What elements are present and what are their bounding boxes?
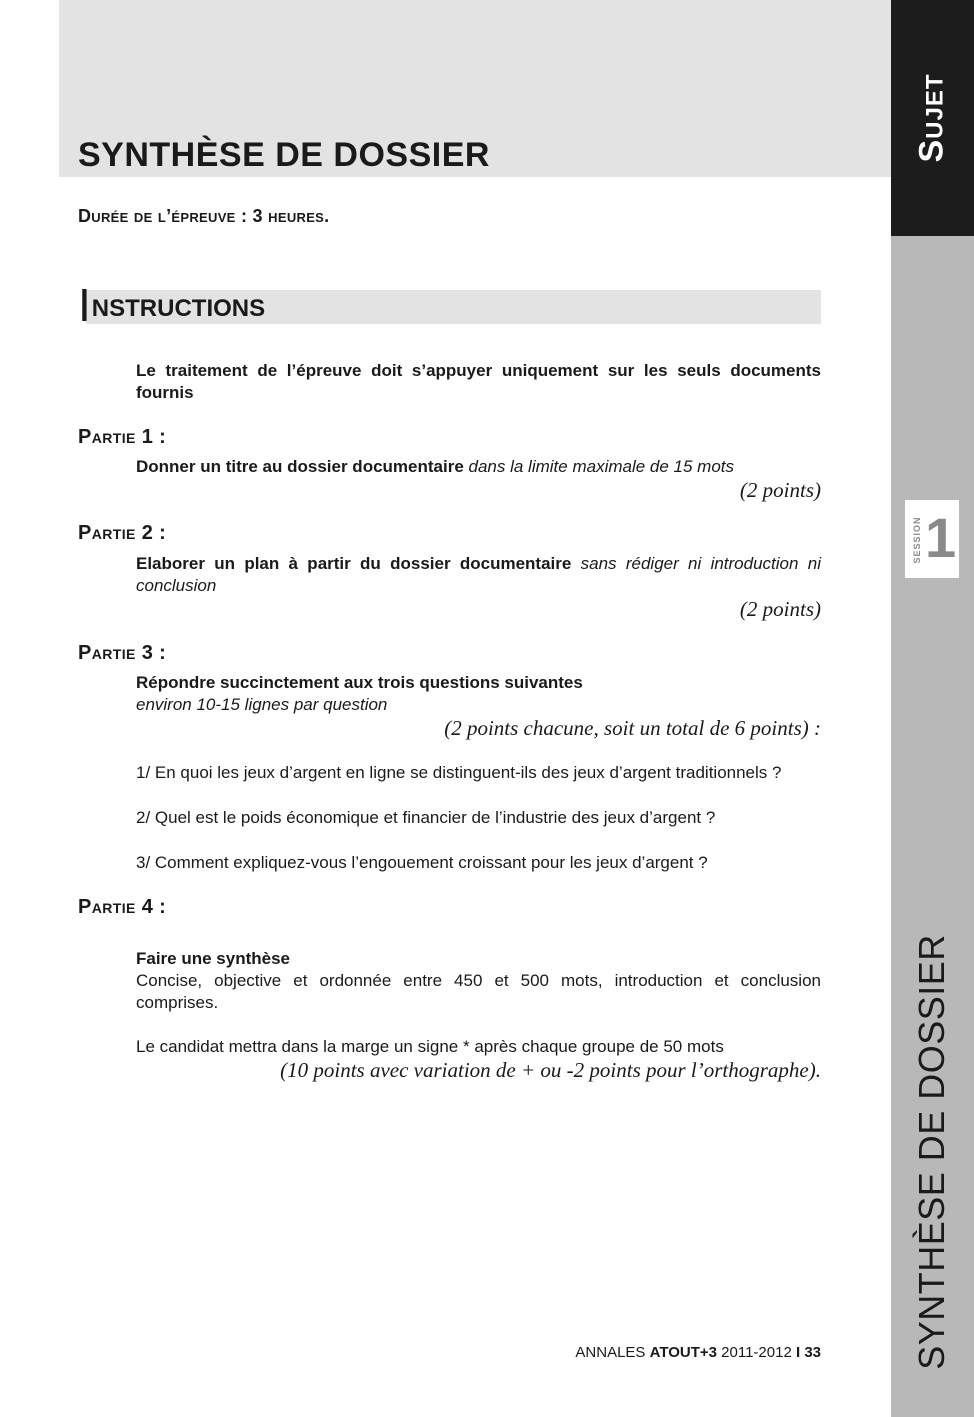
- part-3-task-note: environ 10-15 lignes par question: [136, 695, 388, 714]
- part-4-task-main: Faire une synthèse: [136, 949, 291, 968]
- question-1: 1/ En quoi les jeux d’argent en ligne se distinguent-ils des jeux d’argent traditionnels ?: [136, 763, 782, 782]
- instructions-heading-initial: I: [78, 279, 91, 331]
- question-3: 3/ Comment expliquez-vous l’engouement croissant pour les jeux d’argent ?: [136, 853, 708, 872]
- footer-separator: I: [795, 1344, 801, 1361]
- part-1-task-note: dans la limite maximale de 15 mots: [468, 457, 735, 476]
- session-label: SESSION: [912, 516, 922, 564]
- part-3-heading: Partie 3 :: [78, 642, 167, 664]
- part-2-task-main: Elaborer un plan à partir du dossier documentaire: [136, 554, 572, 573]
- instructions-heading: [78, 279, 266, 331]
- instructions-intro: Le traitement de l’épreuve doit s’appuyer uniquement sur les seuls documents fournis: [136, 361, 821, 402]
- question-2: 2/ Quel est le poids économique et financier de l’industrie des jeux d’argent ?: [136, 808, 716, 827]
- footer-brand: ATOUT+3: [649, 1344, 717, 1361]
- page-title: SYNTHÈSE DE DOSSIER: [78, 136, 490, 174]
- part-2-heading: Partie 2 :: [78, 522, 167, 544]
- part-4-line-2: Le candidat mettra dans la marge un signe * après chaque groupe de 50 mots: [136, 1037, 724, 1056]
- part-1-task: [136, 456, 821, 502]
- part-4-heading: Partie 4 :: [78, 896, 167, 918]
- part-2-task: [136, 553, 821, 621]
- part-4-line-1: Concise, objective et ordonnée entre 450 et 500 mots, introduction et conclusion comprises.: [136, 971, 821, 1012]
- part-4-points: (10 points avec variation de + ou -2 points pour l’orthographe).: [280, 1058, 821, 1082]
- footer-years: 2011-2012: [721, 1344, 792, 1361]
- part-2-task-note: sans rédiger ni introduction ni conclusion: [136, 554, 821, 595]
- footer-prefix: ANNALES: [575, 1344, 646, 1361]
- exam-duration: Durée de l’épreuve : 3 heures.: [78, 206, 330, 226]
- sidebar-section-label: Sujet: [912, 73, 951, 163]
- part-3-task: [136, 672, 821, 740]
- part-2-points: (2 points): [739, 597, 821, 621]
- part-3-points: (2 points chacune, soit un total de 6 points) :: [444, 716, 821, 740]
- part-4-task: [136, 948, 821, 1082]
- part-1-heading: Partie 1 :: [78, 426, 167, 448]
- session-number: 1: [925, 506, 957, 569]
- part-1-task-main: Donner un titre au dossier documentaire: [136, 457, 464, 476]
- sidebar-subject-title: SYNTHÈSE DE DOSSIER: [911, 934, 952, 1370]
- part-1-points: (2 points): [739, 478, 821, 502]
- instructions-heading-rest: NSTRUCTIONS: [91, 295, 266, 322]
- page-number: 33: [804, 1344, 821, 1361]
- page-footer: [575, 1344, 821, 1361]
- part-3-task-main: Répondre succinctement aux trois questions suivantes: [136, 673, 583, 692]
